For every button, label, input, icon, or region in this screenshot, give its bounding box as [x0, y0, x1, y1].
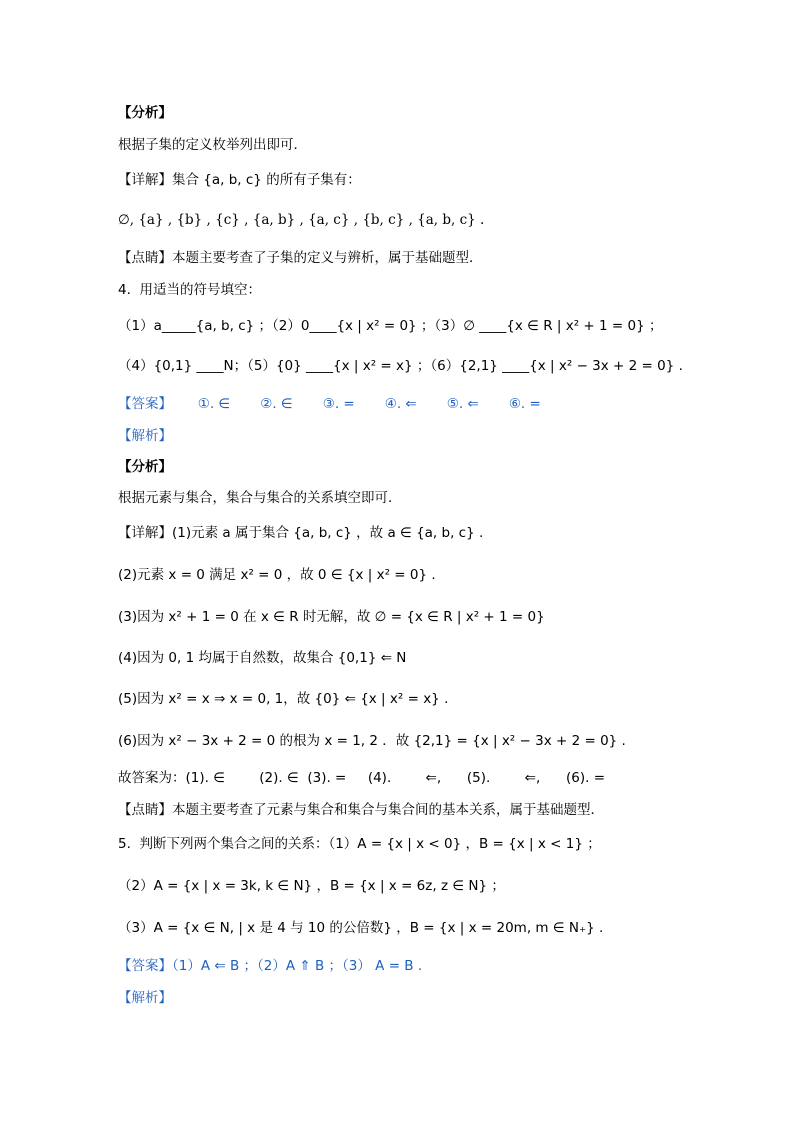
text-line: 根据子集的定义枚举列出即可． [118, 137, 307, 153]
text-line: (2)元素 x = 0 满足 x² = 0 ，故 0 ∈ {x | x² = 0} . [118, 567, 436, 583]
text-line: 故答案为：(1). ∈ (2). ∈ (3). = (4). ⇐, (5). ⇐, (6). = [118, 770, 606, 786]
text-line: (6)因为 x² − 3x + 2 = 0 的根为 x = 1, 2 ．故 {2,1} = {x | x² − 3x + 2 = 0} . [118, 733, 626, 749]
text-line: 【解析】 [118, 428, 172, 444]
text-line: (5)因为 x² = x ⇒ x = 0, 1，故 {0} ⇐ {x | x² = x} . [118, 691, 449, 707]
text-line: 【点睛】本题主要考查了子集的定义与辨析，属于基础题型． [118, 250, 483, 266]
text-line: （1）a_____{a, b, c} ；（2）0____{x | x² = 0} ；（3）∅ ____{x ∈ R | x² + 1 = 0} ； [118, 318, 663, 334]
text-line: ∅, {a} , {b} , {c} , {a, b} , {a, c} , {b, c} , {a, b, c} . [118, 212, 485, 228]
text-line: 5. 判断下列两个集合之间的关系：（1）A = {x | x < 0} ，B = {x | x < 1} ； [118, 836, 601, 852]
text-line: 【答案】 ①. ∈ ②. ∈ ③. = ④. ⇐ ⑤. ⇐ ⑥. = [118, 396, 541, 412]
text-line: 根据元素与集合，集合与集合的关系填空即可． [118, 490, 402, 506]
text-line: (3)因为 x² + 1 = 0 在 x ∈ R 时无解，故 ∅ = {x ∈ R | x² + 1 = 0} [118, 609, 545, 625]
text-line: 【详解】(1)元素 a 属于集合 {a, b, c} ，故 a ∈ {a, b, c} . [118, 525, 484, 541]
text-line: 【解析】 [118, 990, 172, 1006]
text-line: 【分析】 [118, 459, 172, 475]
text-line: 【点睛】本题主要考查了元素与集合和集合与集合间的基本关系，属于基础题型． [118, 802, 604, 818]
text-line: 【答案】（1）A ⇐ B ；（2）A ⇑ B ；（3） A = B . [118, 958, 423, 974]
text-line: 【分析】 [118, 105, 172, 121]
text-line: 【详解】集合 {a, b, c} 的所有子集有： [118, 172, 361, 188]
text-line: 4. 用适当的符号填空： [118, 282, 261, 298]
text-line: （2）A = {x | x = 3k, k ∈ N} ，B = {x | x = 6z, z ∈ N} ； [118, 878, 505, 894]
text-line: （3）A = {x ∈ N, | x 是 4 与 10 的公倍数} ，B = {x | x = 20m, m ∈ N₊} . [118, 920, 604, 936]
text-line: （4）{0,1} ____N；（5）{0} ____{x | x² = x} ；（6）{2,1} ____{x | x² − 3x + 2 = 0} . [118, 358, 683, 374]
text-line: (4)因为 0, 1 均属于自然数，故集合 {0,1} ⇐ N [118, 650, 407, 666]
